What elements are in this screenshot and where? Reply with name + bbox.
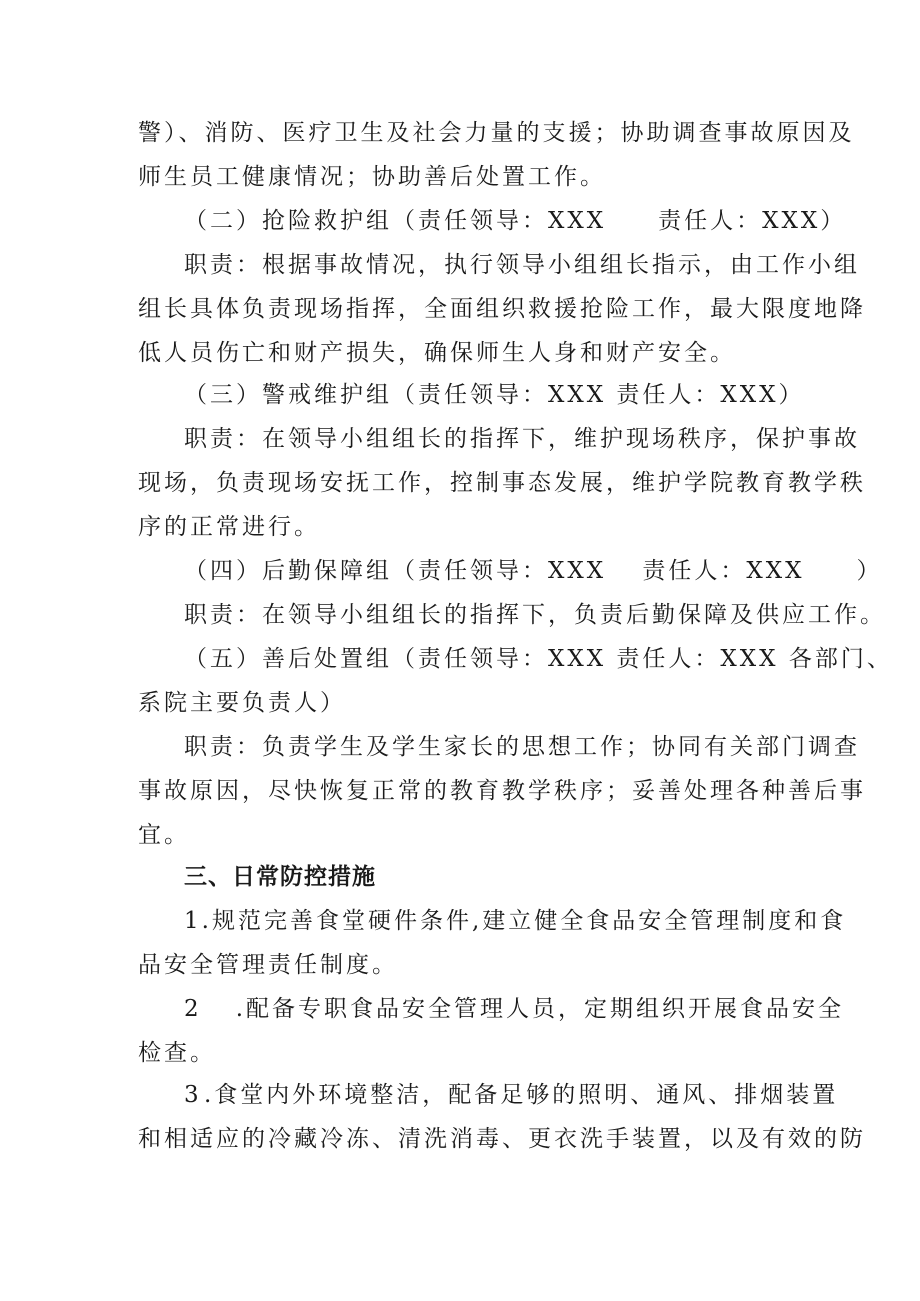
paragraph-line: 低人员伤亡和财产损失，确保师生人身和财产安全。 [138, 340, 736, 366]
paragraph-line: 职责：负责学生及学生家长的思想工作；协同有关部门调查 [184, 734, 860, 760]
group-title-logistics: （四）后勤保障组（责任领导：XXX 责任人：XXX ） [184, 558, 883, 584]
paragraph-line: 师生员工健康情况；协助善后处置工作。 [138, 164, 606, 190]
measure-number: 1 [184, 908, 202, 934]
measure-continuation: 品安全管理责任制度。 [138, 952, 398, 978]
measure-number: 2 [184, 996, 202, 1022]
paragraph-line: 警）、消防、医疗卫生及社会力量的支援；协助调查事故原因及 [138, 120, 855, 146]
measure-number: 3 [184, 1082, 202, 1108]
paragraph-line: 职责：在领导小组组长的指挥下，维护现场秩序，保护事故 [184, 426, 860, 452]
measure-continuation: 检查。 [138, 1040, 216, 1066]
group-title-rescue: （二）抢险救护组（责任领导：XXX 责任人：XXX） [184, 208, 847, 234]
group-title-aftermath: （五）善后处置组（责任领导：XXX 责任人：XXX 各部门、 [184, 646, 893, 672]
paragraph-line: 系院主要负责人） [138, 690, 346, 716]
paragraph-line: 组长具体负责现场指挥，全面组织救援抢险工作，最大限度地降 [138, 296, 866, 322]
measure-text: .规范完善食堂硬件条件,建立健全食品安全管理制度和食 [201, 908, 847, 934]
group-title-guard: （三）警戒维护组（责任领导：XXX 责任人：XXX） [184, 382, 805, 408]
measure-text: .食堂内外环境整洁，配备足够的照明、通风、排烟装置 [204, 1082, 839, 1108]
paragraph-line: 序的正常进行。 [138, 514, 320, 540]
measure-text: .配备专职食品安全管理人员，定期组织开展食品安全 [235, 996, 844, 1022]
paragraph-line: 宜。 [138, 822, 190, 848]
measure-continuation: 和相适应的冷藏冷冻、清洗消毒、更衣洗手装置，以及有效的防 [138, 1126, 866, 1152]
paragraph-line: 职责：根据事故情况，执行领导小组组长指示，由工作小组 [184, 252, 860, 278]
measure-item-3 [184, 1080, 844, 1110]
paragraph-line: 事故原因，尽快恢复正常的教育教学秩序；妥善处理各种善后事 [138, 778, 866, 804]
measure-item-2 [184, 994, 844, 1024]
section-heading: 三、日常防控措施 [184, 864, 376, 890]
measure-item-1 [184, 906, 847, 936]
paragraph-line: 现场，负责现场安抚工作，控制事态发展，维护学院教育教学秩 [138, 470, 866, 496]
paragraph-line: 职责：在领导小组组长的指挥下，负责后勤保障及供应工作。 [184, 602, 886, 628]
